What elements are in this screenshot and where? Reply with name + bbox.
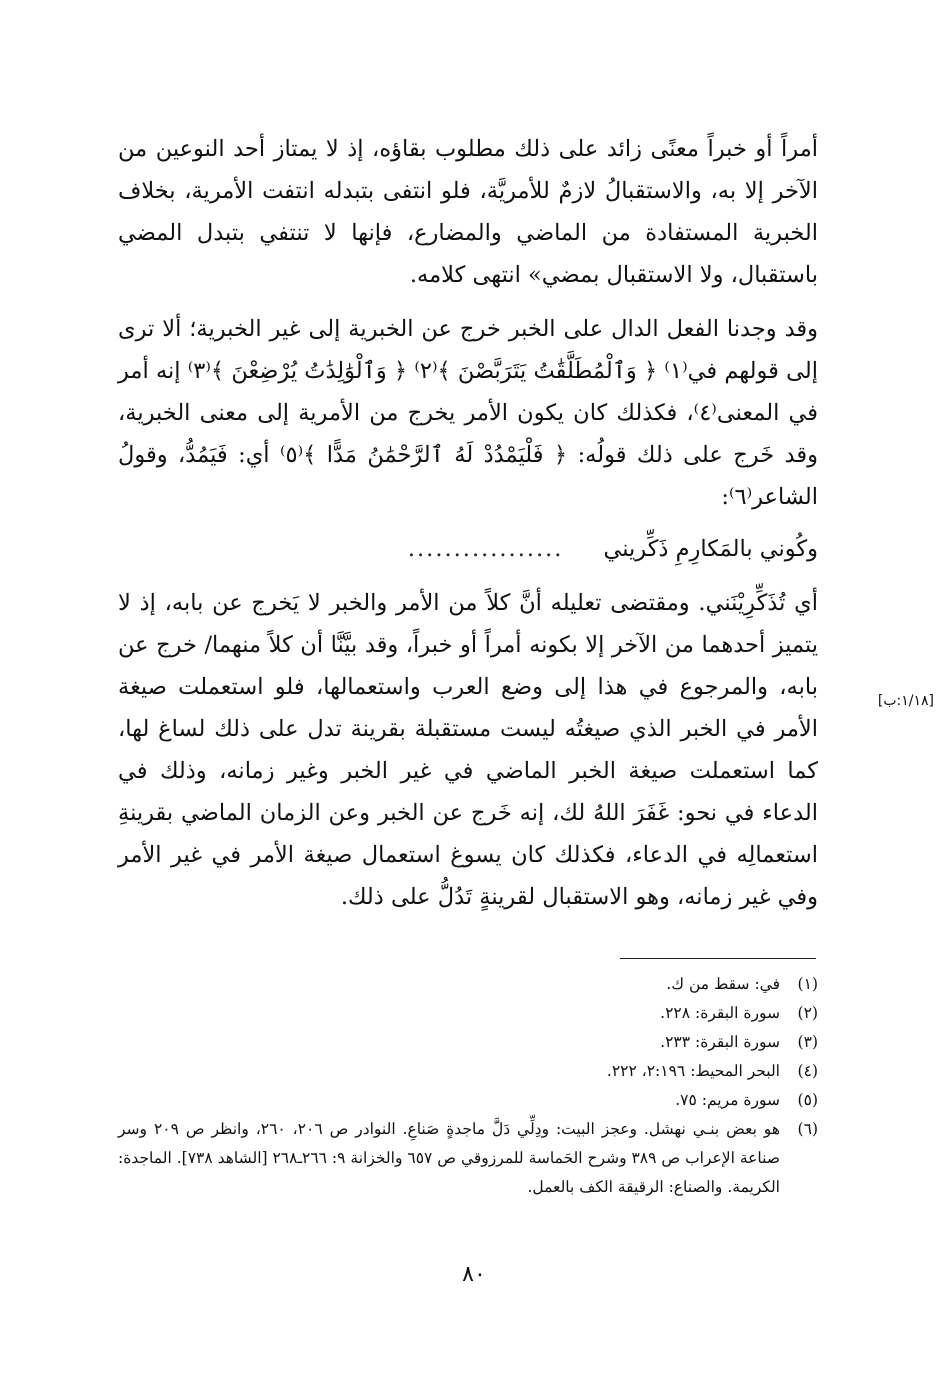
page-number: ٨٠ xyxy=(462,1262,486,1287)
paragraph-1: أمراً أو خبراً معنًى زائد على ذلك مطلوب بقاؤه، إذ لا يمتاز أحد النوعين من الآخر إلا به، والاستقبالُ لازمٌ للأمريَّة، فلو انتفى بتبدله انتفت الأمرية، بخلاف الخبرية المستفادة من الماضي والمضارع، فإنها لا تنتفي بتبدل المضي باستقبال، ولا الاستقبال بمضي» انتهى كلامه. xyxy=(118,136,818,288)
footnote-5 xyxy=(118,1086,818,1115)
paragraph-2: وقد وجدنا الفعل الدال على الخبر خرج عن الخبرية إلى غير الخبرية؛ ألا ترى إلى قولهم في⁽١⁾ ﴿ وَٱلْمُطَلَّقَٰتُ يَتَرَبَّصْنَ ﴾⁽٢⁾ ﴿ وَٱلْوَٰلِدَٰتُ يُرْضِعْنَ ﴾⁽٣⁾ إنه أمر في المعنى⁽٤⁾، فكذلك كان يكون الأمر يخرج من الأمرية إلى معنى الخبرية، وقد خَرج على ذلك قولُه: ﴿ فَلْيَمْدُدْ لَهُ ٱلرَّحْمَٰنُ مَدًّا ﴾⁽٥⁾ أي: فَيَمُدُّ، وقولُ الشاعر⁽٦⁾: xyxy=(118,316,819,510)
footnote-6 xyxy=(118,1115,818,1202)
manuscript-folio-marker: [١/١٨:ب] xyxy=(877,693,934,709)
footnote-text: سورة البقرة: ٢٣٣. xyxy=(660,1033,780,1051)
footnote-separator xyxy=(620,958,816,959)
main-text xyxy=(118,128,818,918)
footnote-number: (١) xyxy=(797,975,818,993)
footnote-1 xyxy=(118,970,818,999)
verse-second-hemistich: ................. xyxy=(407,536,564,562)
footnote-text: سورة البقرة: ٢٢٨. xyxy=(660,1004,780,1022)
footnote-number: (٥) xyxy=(797,1091,818,1109)
verse-first-hemistich: وكُوني بالمَكارِمِ ذَكِّريني xyxy=(603,536,818,562)
paragraph-3: أي تُذَكِّرِيْنَني. ومقتضى تعليله أنَّ كلاً من الأمر والخبر لا يَخرج عن بابه، إذ لا يتميز أحدهما من الآخر إلا بكونه أمراً أو خبراً، وقد بيَّنَّا أن كلاً منهما/ خرج عن بابه، والمرجوع في هذا إلى وضع العرب واستعمالها، فلو استعملت صيغة الأمر في الخبر الذي صيغتُه ليست مستقبلة بقرينة تدل على ذلك لساغ لها، كما استعملت صيغة الخبر الماضي في غير الخبر وغير زمانه، وذلك في الدعاء في نحو: غَفَرَ اللهُ لك، إنه خَرج عن الخبر وعن الزمان الماضي بقرينةِ استعمالِه في الدعاء، فكذلك كان يسوغ استعمال صيغة الأمر في غير الأمر وفي غير زمانه، وهو الاستقبال لقرينةٍ تَدُلُّ على ذلك. xyxy=(118,590,818,910)
footnote-4 xyxy=(118,1057,818,1086)
footnote-text: في: سقط من ك. xyxy=(666,975,780,993)
footnote-text: سورة مريم: ٧٥. xyxy=(675,1091,780,1109)
footnote-number: (٤) xyxy=(797,1062,818,1080)
footnote-number: (٢) xyxy=(797,1004,818,1022)
footnote-number: (٦) xyxy=(797,1120,818,1138)
footnote-3 xyxy=(118,1028,818,1057)
poetry-verse xyxy=(118,528,818,570)
footnote-2 xyxy=(118,999,818,1028)
footnote-text: هو بعض بنـي نهشل. وعجز البيت: ودِلِّي دَلَّ ماجدةٍ صَناعِ. النوادر ص ٢٠٦، ٢٦٠، وانظر ص ٢٠٩ وسر صناعة الإعراب ص ٣٨٩ وشرح الحَماسة للمرزوقي ص ٦٥٧ والخزانة ٩: ٢٦٦ـ٢٦٨ [الشاهد ٧٣٨]. الماجدة: الكريمة. والصناع: الرقيقة الكف بالعمل. xyxy=(118,1120,780,1196)
footnote-text: البحر المحيط: ٢:١٩٦، ٢٢٢. xyxy=(606,1062,780,1080)
footnotes xyxy=(118,970,818,1202)
footnote-number: (٣) xyxy=(797,1033,818,1051)
